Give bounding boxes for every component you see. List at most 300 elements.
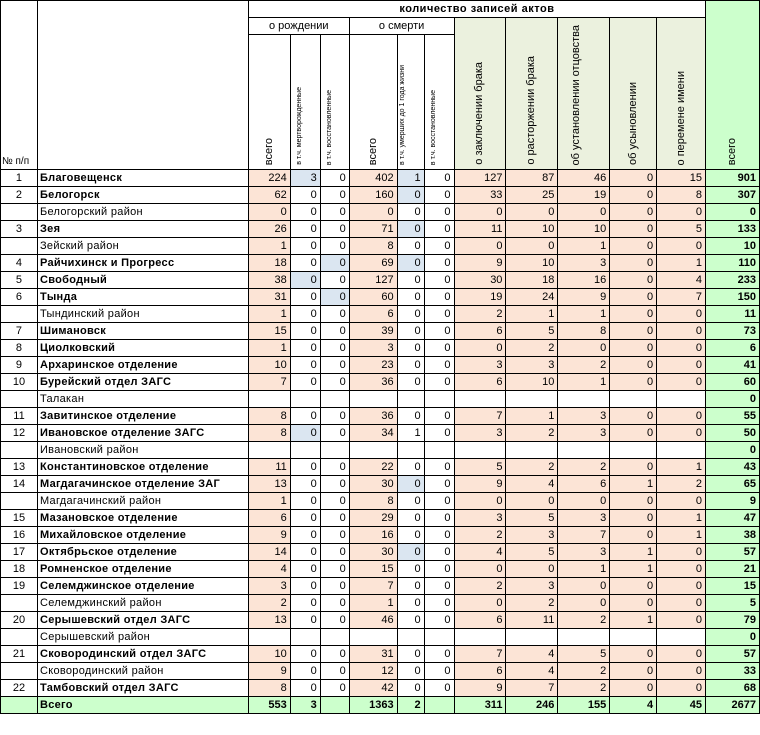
cell-value: 0 <box>610 578 657 595</box>
cell-value: 110 <box>705 255 759 272</box>
cell-value: 19 <box>558 187 610 204</box>
cell-value: 0 <box>424 357 454 374</box>
cell-value: 0 <box>320 425 349 442</box>
cell-value: 0 <box>320 289 349 306</box>
cell-value: 10 <box>248 357 290 374</box>
table-row <box>1 323 760 340</box>
cell-value: 3 <box>454 510 506 527</box>
cell-value: 9 <box>454 476 506 493</box>
cell-value: 3 <box>454 425 506 442</box>
cell-value: 0 <box>290 527 320 544</box>
cell-value: 0 <box>610 646 657 663</box>
cell-value: 2 <box>506 425 558 442</box>
table-row <box>1 221 760 238</box>
cell-value: 69 <box>349 255 397 272</box>
cell-value: 0 <box>657 238 706 255</box>
row-name: Талакан <box>37 391 248 408</box>
cell-value: 0 <box>397 255 424 272</box>
cell-value: 0 <box>657 561 706 578</box>
cell-value: 0 <box>320 493 349 510</box>
cell-value: 7 <box>349 578 397 595</box>
cell-value: 0 <box>424 646 454 663</box>
cell-value: 0 <box>424 544 454 561</box>
cell-value: 0 <box>397 493 424 510</box>
cell-value: 8 <box>248 680 290 697</box>
adoption-header: об усыновлении <box>610 18 657 170</box>
cell-value: 0 <box>320 170 349 187</box>
cell-value: 5 <box>506 323 558 340</box>
cell-value: 2 <box>454 527 506 544</box>
cell-value: 11 <box>248 459 290 476</box>
row-name: Серышевский район <box>37 629 248 646</box>
cell-value: 0 <box>290 323 320 340</box>
cell-value: 9 <box>248 527 290 544</box>
totals-row <box>1 697 760 714</box>
cell-value: 15 <box>657 170 706 187</box>
cell-value: 6 <box>248 510 290 527</box>
cell-value: 0 <box>454 238 506 255</box>
row-index <box>1 629 38 646</box>
cell-value <box>610 629 657 646</box>
table-row <box>1 442 760 459</box>
cell-value: 4 <box>657 272 706 289</box>
cell-value: 0 <box>454 493 506 510</box>
table-row <box>1 425 760 442</box>
row-name: Селемджинский район <box>37 595 248 612</box>
cell-value: 5 <box>705 595 759 612</box>
cell-value: 0 <box>424 255 454 272</box>
cell-value: 0 <box>397 595 424 612</box>
cell-value: 15 <box>248 323 290 340</box>
cell-value: 5 <box>558 646 610 663</box>
cell-value: 0 <box>320 204 349 221</box>
cell-value: 38 <box>705 527 759 544</box>
cell-value: 6 <box>454 323 506 340</box>
cell-value: 1 <box>397 425 424 442</box>
totals-value: 155 <box>558 697 610 714</box>
row-index: 4 <box>1 255 38 272</box>
cell-value: 10 <box>558 221 610 238</box>
cell-value: 57 <box>705 544 759 561</box>
cell-value: 0 <box>397 374 424 391</box>
cell-value: 0 <box>424 680 454 697</box>
cell-value: 30 <box>349 544 397 561</box>
cell-value: 0 <box>424 493 454 510</box>
cell-value: 1 <box>558 561 610 578</box>
cell-value: 0 <box>397 408 424 425</box>
row-index: 19 <box>1 578 38 595</box>
totals-value: 2 <box>397 697 424 714</box>
birth-group-header: о рождении <box>248 18 349 35</box>
table-row <box>1 493 760 510</box>
row-index: 1 <box>1 170 38 187</box>
cell-value: 46 <box>349 612 397 629</box>
row-name: Циолковский <box>37 340 248 357</box>
cell-value: 0 <box>397 663 424 680</box>
cell-value: 6 <box>705 340 759 357</box>
cell-value: 0 <box>610 187 657 204</box>
cell-value: 0 <box>424 595 454 612</box>
cell-value: 39 <box>349 323 397 340</box>
cell-value: 3 <box>558 408 610 425</box>
cell-value <box>610 391 657 408</box>
cell-value: 7 <box>248 374 290 391</box>
cell-value: 0 <box>705 204 759 221</box>
cell-value: 15 <box>705 578 759 595</box>
cell-value: 150 <box>705 289 759 306</box>
cell-value: 2 <box>506 459 558 476</box>
row-name: Свободный <box>37 272 248 289</box>
totals-value: 553 <box>248 697 290 714</box>
cell-value: 13 <box>248 612 290 629</box>
cell-value: 8 <box>349 238 397 255</box>
cell-value: 0 <box>397 476 424 493</box>
cell-value <box>320 391 349 408</box>
cell-value: 0 <box>290 272 320 289</box>
cell-value <box>657 442 706 459</box>
table-row <box>1 544 760 561</box>
cell-value: 5 <box>657 221 706 238</box>
cell-value: 0 <box>424 170 454 187</box>
row-name: Ивановское отделение ЗАГС <box>37 425 248 442</box>
cell-value <box>248 391 290 408</box>
totals-value: 246 <box>506 697 558 714</box>
cell-value: 0 <box>397 680 424 697</box>
cell-value: 31 <box>248 289 290 306</box>
cell-value: 7 <box>454 408 506 425</box>
cell-value: 22 <box>349 459 397 476</box>
row-name: Белогорский район <box>37 204 248 221</box>
row-name: Магдагачинское отделение ЗАГ <box>37 476 248 493</box>
cell-value: 0 <box>657 323 706 340</box>
cell-value: 10 <box>248 646 290 663</box>
cell-value: 0 <box>657 663 706 680</box>
cell-value: 6 <box>454 663 506 680</box>
table-row <box>1 663 760 680</box>
cell-value: 3 <box>290 170 320 187</box>
cell-value: 133 <box>705 221 759 238</box>
row-name: Октябрьское отделение <box>37 544 248 561</box>
cell-value: 0 <box>320 561 349 578</box>
cell-value: 1 <box>349 595 397 612</box>
cell-value: 65 <box>705 476 759 493</box>
cell-value: 79 <box>705 612 759 629</box>
row-index: 6 <box>1 289 38 306</box>
totals-label: Всего <box>37 697 248 714</box>
cell-value: 3 <box>349 340 397 357</box>
cell-value: 7 <box>506 680 558 697</box>
cell-value <box>506 391 558 408</box>
row-index <box>1 595 38 612</box>
cell-value: 5 <box>506 510 558 527</box>
cell-value: 0 <box>424 187 454 204</box>
cell-value: 0 <box>424 272 454 289</box>
cell-value: 0 <box>424 612 454 629</box>
cell-value <box>320 442 349 459</box>
cell-value: 0 <box>424 408 454 425</box>
cell-value: 0 <box>290 578 320 595</box>
cell-value: 0 <box>290 680 320 697</box>
cell-value: 0 <box>657 612 706 629</box>
row-index: 3 <box>1 221 38 238</box>
cell-value: 33 <box>705 663 759 680</box>
table-row <box>1 629 760 646</box>
cell-value: 18 <box>248 255 290 272</box>
cell-value <box>424 391 454 408</box>
cell-value: 0 <box>657 306 706 323</box>
table-row <box>1 204 760 221</box>
cell-value: 0 <box>657 374 706 391</box>
cell-value: 0 <box>290 289 320 306</box>
cell-value: 0 <box>320 578 349 595</box>
row-name: Зейский район <box>37 238 248 255</box>
cell-value: 0 <box>320 238 349 255</box>
cell-value: 62 <box>248 187 290 204</box>
cell-value: 0 <box>424 510 454 527</box>
table-row <box>1 238 760 255</box>
infant-death-header: в т.ч. умерших до 1 года жизни <box>397 35 424 170</box>
cell-value: 16 <box>349 527 397 544</box>
cell-value: 0 <box>506 561 558 578</box>
cell-value: 1 <box>506 306 558 323</box>
row-index <box>1 391 38 408</box>
cell-value: 0 <box>290 663 320 680</box>
table-row <box>1 374 760 391</box>
cell-value <box>558 629 610 646</box>
cell-value: 0 <box>610 221 657 238</box>
cell-value <box>454 442 506 459</box>
cell-value: 0 <box>290 374 320 391</box>
marriage-header: о заключении брака <box>454 18 506 170</box>
cell-value: 0 <box>454 340 506 357</box>
table-row <box>1 391 760 408</box>
cell-value <box>397 442 424 459</box>
cell-value: 34 <box>349 425 397 442</box>
row-index: 13 <box>1 459 38 476</box>
cell-value: 73 <box>705 323 759 340</box>
death-total-header: всего <box>349 35 397 170</box>
cell-value: 6 <box>349 306 397 323</box>
cell-value: 0 <box>424 323 454 340</box>
cell-value: 0 <box>397 238 424 255</box>
cell-value: 1 <box>610 612 657 629</box>
cell-value: 18 <box>506 272 558 289</box>
cell-value: 0 <box>397 272 424 289</box>
row-name: Тында <box>37 289 248 306</box>
cell-value: 0 <box>397 578 424 595</box>
row-index: 16 <box>1 527 38 544</box>
cell-value: 0 <box>290 493 320 510</box>
cell-value: 0 <box>424 527 454 544</box>
cell-value: 1 <box>558 374 610 391</box>
cell-value: 2 <box>454 578 506 595</box>
cell-value: 0 <box>290 646 320 663</box>
cell-value: 0 <box>506 238 558 255</box>
cell-value: 46 <box>558 170 610 187</box>
cell-value: 2 <box>558 459 610 476</box>
cell-value: 0 <box>290 595 320 612</box>
cell-value: 6 <box>454 374 506 391</box>
cell-value <box>558 391 610 408</box>
cell-value <box>397 629 424 646</box>
cell-value: 0 <box>558 595 610 612</box>
cell-value: 0 <box>610 323 657 340</box>
cell-value: 0 <box>397 204 424 221</box>
totals-value <box>424 697 454 714</box>
cell-value: 0 <box>610 255 657 272</box>
cell-value: 1 <box>248 493 290 510</box>
cell-value: 3 <box>506 357 558 374</box>
row-name: Райчихинск и Прогресс <box>37 255 248 272</box>
name-header <box>37 1 248 170</box>
cell-value <box>506 442 558 459</box>
table-row <box>1 306 760 323</box>
cell-value: 33 <box>454 187 506 204</box>
stillborn-header: в т.ч. мертворожденные <box>290 35 320 170</box>
row-name: Мазановское отделение <box>37 510 248 527</box>
cell-value: 3 <box>558 510 610 527</box>
cell-value: 0 <box>397 187 424 204</box>
table-row <box>1 170 760 187</box>
cell-value: 30 <box>349 476 397 493</box>
table-row <box>1 408 760 425</box>
cell-value: 0 <box>397 544 424 561</box>
cell-value: 0 <box>657 544 706 561</box>
cell-value: 0 <box>397 561 424 578</box>
row-index: 22 <box>1 680 38 697</box>
row-name: Михайловское отделение <box>37 527 248 544</box>
cell-value: 0 <box>290 255 320 272</box>
cell-value: 0 <box>424 306 454 323</box>
table-row <box>1 476 760 493</box>
cell-value <box>349 629 397 646</box>
row-name: Зея <box>37 221 248 238</box>
cell-value: 11 <box>506 612 558 629</box>
divorce-header: о расторжении брака <box>506 18 558 170</box>
cell-value: 0 <box>290 459 320 476</box>
table-row <box>1 459 760 476</box>
cell-value: 60 <box>705 374 759 391</box>
cell-value <box>397 391 424 408</box>
row-name: Белогорск <box>37 187 248 204</box>
cell-value: 23 <box>349 357 397 374</box>
cell-value: 0 <box>320 544 349 561</box>
table-row <box>1 527 760 544</box>
cell-value: 0 <box>290 357 320 374</box>
cell-value: 0 <box>657 204 706 221</box>
cell-value: 0 <box>320 374 349 391</box>
cell-value: 0 <box>290 612 320 629</box>
cell-value: 3 <box>454 357 506 374</box>
cell-value: 30 <box>454 272 506 289</box>
cell-value: 0 <box>397 612 424 629</box>
cell-value: 11 <box>705 306 759 323</box>
cell-value: 0 <box>424 340 454 357</box>
cell-value: 0 <box>424 459 454 476</box>
cell-value: 0 <box>610 408 657 425</box>
cell-value: 0 <box>424 238 454 255</box>
cell-value: 2 <box>558 357 610 374</box>
cell-value: 0 <box>610 680 657 697</box>
cell-value: 0 <box>397 459 424 476</box>
cell-value: 0 <box>320 663 349 680</box>
cell-value: 9 <box>705 493 759 510</box>
cell-value: 6 <box>454 612 506 629</box>
cell-value: 0 <box>290 561 320 578</box>
cell-value <box>558 442 610 459</box>
table-row <box>1 187 760 204</box>
cell-value: 9 <box>558 289 610 306</box>
cell-value: 1 <box>610 476 657 493</box>
cell-value: 10 <box>506 374 558 391</box>
cell-value: 0 <box>610 459 657 476</box>
cell-value: 0 <box>290 510 320 527</box>
table-row <box>1 289 760 306</box>
row-index <box>1 306 38 323</box>
cell-value: 0 <box>657 357 706 374</box>
cell-value: 26 <box>248 221 290 238</box>
cell-value: 0 <box>320 357 349 374</box>
cell-value: 0 <box>424 374 454 391</box>
row-name: Ивановский район <box>37 442 248 459</box>
cell-value: 0 <box>397 357 424 374</box>
cell-value: 0 <box>320 476 349 493</box>
cell-value: 2 <box>454 306 506 323</box>
cell-value: 0 <box>320 510 349 527</box>
cell-value: 0 <box>397 221 424 238</box>
cell-value: 13 <box>248 476 290 493</box>
cell-value: 4 <box>506 663 558 680</box>
cell-value: 16 <box>558 272 610 289</box>
row-index: 15 <box>1 510 38 527</box>
cell-value: 7 <box>657 289 706 306</box>
cell-value: 0 <box>320 646 349 663</box>
row-name: Благовещенск <box>37 170 248 187</box>
cell-value: 4 <box>506 646 558 663</box>
cell-value: 55 <box>705 408 759 425</box>
cell-value: 0 <box>320 306 349 323</box>
cell-value <box>424 629 454 646</box>
cell-value: 127 <box>454 170 506 187</box>
cell-value: 36 <box>349 408 397 425</box>
cell-value: 0 <box>610 306 657 323</box>
birth-restored-header: в т.ч. восстановленные <box>320 35 349 170</box>
total-header: всего <box>705 1 759 170</box>
cell-value: 0 <box>657 408 706 425</box>
row-index: 14 <box>1 476 38 493</box>
cell-value: 0 <box>320 255 349 272</box>
cell-value: 0 <box>610 510 657 527</box>
death-group-header: о смерти <box>349 18 454 35</box>
cell-value: 47 <box>705 510 759 527</box>
cell-value: 1 <box>397 170 424 187</box>
cell-value: 0 <box>705 629 759 646</box>
cell-value: 12 <box>349 663 397 680</box>
cell-value: 0 <box>558 340 610 357</box>
cell-value <box>657 391 706 408</box>
cell-value: 3 <box>506 578 558 595</box>
row-name: Шимановск <box>37 323 248 340</box>
cell-value: 0 <box>397 340 424 357</box>
cell-value: 0 <box>657 680 706 697</box>
cell-value: 2 <box>558 612 610 629</box>
cell-value <box>454 629 506 646</box>
cell-value: 1 <box>248 238 290 255</box>
cell-value: 0 <box>424 578 454 595</box>
acts-count-header: количество записей актов <box>248 1 705 18</box>
cell-value: 0 <box>320 680 349 697</box>
cell-value: 3 <box>506 527 558 544</box>
